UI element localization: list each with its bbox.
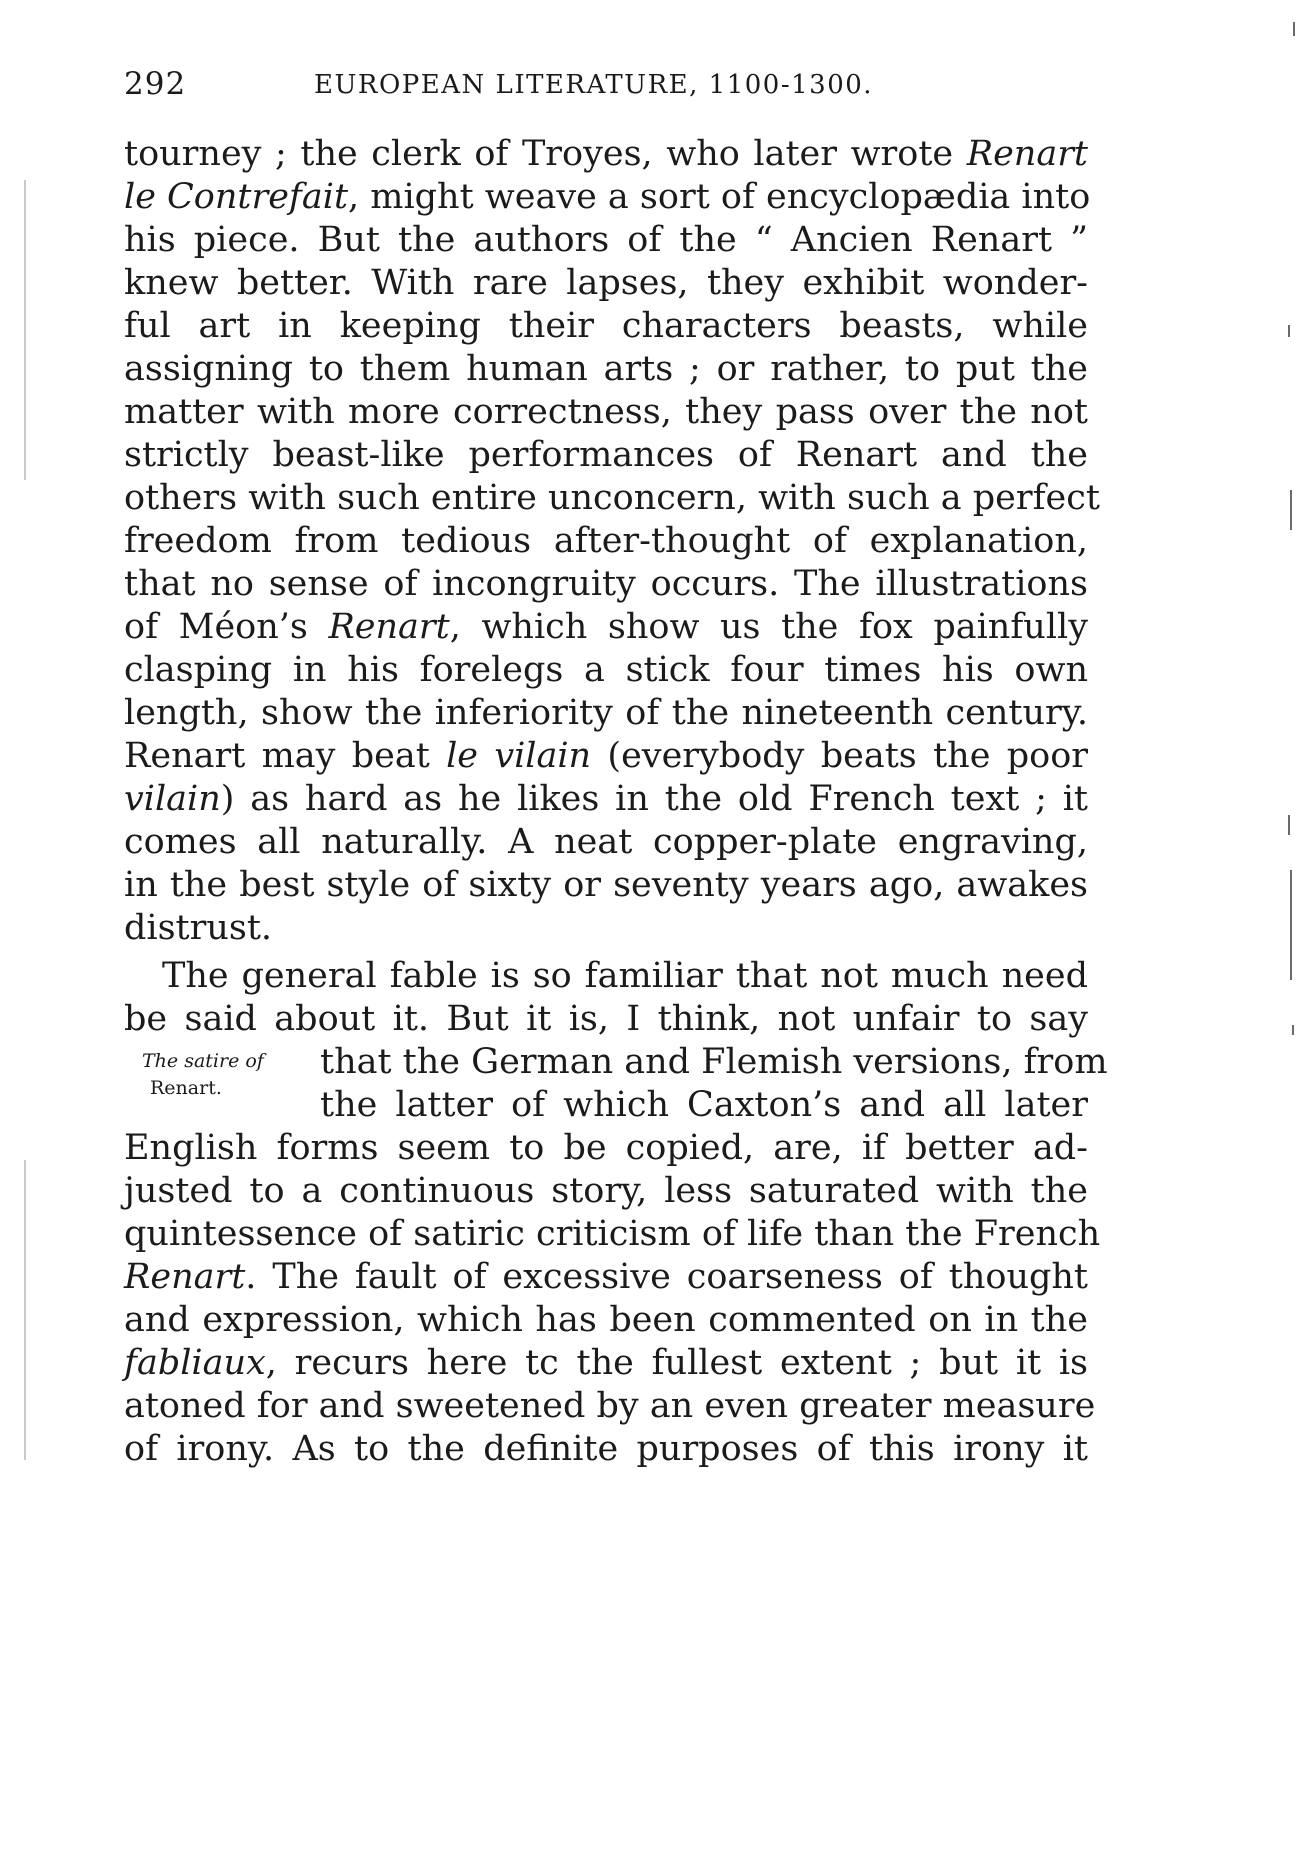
scan-mark	[1292, 1025, 1294, 1035]
marginal-note: Renart.	[150, 1077, 222, 1099]
scan-mark	[24, 180, 26, 480]
text-line: le Contrefait, might weave a sort of encyclopædia into	[124, 177, 1091, 217]
text-line: others with such entire unconcern, with such a perfect	[124, 478, 1100, 518]
text-line: clasping in his forelegs a stick four times his own	[124, 650, 1088, 690]
text-line: English forms seem to be copied, are, if better ad-	[124, 1128, 1088, 1168]
text-line: that the German and Flemish versions, from	[320, 1042, 1108, 1082]
text-line: quintessence of satiric criticism of life than the French	[124, 1214, 1101, 1254]
text-line: justed to a continuous story, less saturated with the	[124, 1171, 1088, 1211]
paragraph-first-line: The general fable is so familiar that not much need	[162, 956, 1088, 996]
text-line: knew better. With rare lapses, they exhibit wonder-	[124, 263, 1088, 303]
text-line: comes all naturally. A neat copper-plate engraving,	[124, 822, 1088, 862]
text-line: freedom from tedious after-thought of explanation,	[124, 521, 1088, 561]
text-line: be said about it. But it is, I think, not unfair to say	[124, 999, 1088, 1039]
text-line: in the best style of sixty or seventy years ago, awakes	[124, 865, 1088, 905]
text-line: ful art in keeping their characters beasts, while	[124, 306, 1088, 346]
scan-mark	[1293, 22, 1295, 36]
scan-mark	[1290, 870, 1292, 980]
text-line: fabliaux, recurs here tc the fullest extent ; but it is	[124, 1343, 1088, 1383]
text-line: and expression, which has been commented on in the	[124, 1300, 1088, 1340]
running-title: EUROPEAN LITERATURE, 1100-1300.	[314, 70, 874, 100]
marginal-note: The satire of	[142, 1050, 264, 1072]
scan-mark	[1290, 490, 1292, 530]
text-line: Renart may beat le vilain (everybody beats the poor	[124, 736, 1089, 776]
text-line: distrust.	[124, 908, 273, 948]
text-line: strictly beast-like performances of Renart and the	[124, 435, 1088, 475]
text-line: that no sense of incongruity occurs. The illustrations	[124, 564, 1088, 604]
page-number: 292	[124, 66, 187, 102]
text-line: vilain) as hard as he likes in the old French text ; it	[124, 779, 1088, 819]
text-line: assigning to them human arts ; or rather, to put the	[124, 349, 1088, 389]
page-header	[124, 66, 1094, 126]
scan-mark	[1288, 325, 1290, 337]
text-line: length, show the inferiority of the nineteenth century.	[124, 693, 1088, 733]
scan-mark	[24, 1160, 26, 1460]
text-line: Renart. The fault of excessive coarseness of thought	[124, 1257, 1088, 1297]
text-line: of irony. As to the definite purposes of this irony it	[124, 1429, 1088, 1469]
text-line: the latter of which Caxton’s and all later	[320, 1085, 1088, 1125]
text-line: of Méon’s Renart, which show us the fox painfully	[124, 607, 1088, 647]
scan-mark	[1288, 815, 1290, 835]
text-line: matter with more correctness, they pass over the not	[124, 392, 1088, 432]
text-line: atoned for and sweetened by an even greater measure	[124, 1386, 1096, 1426]
text-line: tourney ; the clerk of Troyes, who later wrote Renart	[124, 134, 1088, 174]
text-line: his piece. But the authors of the “ Ancien Renart ”	[124, 220, 1088, 260]
